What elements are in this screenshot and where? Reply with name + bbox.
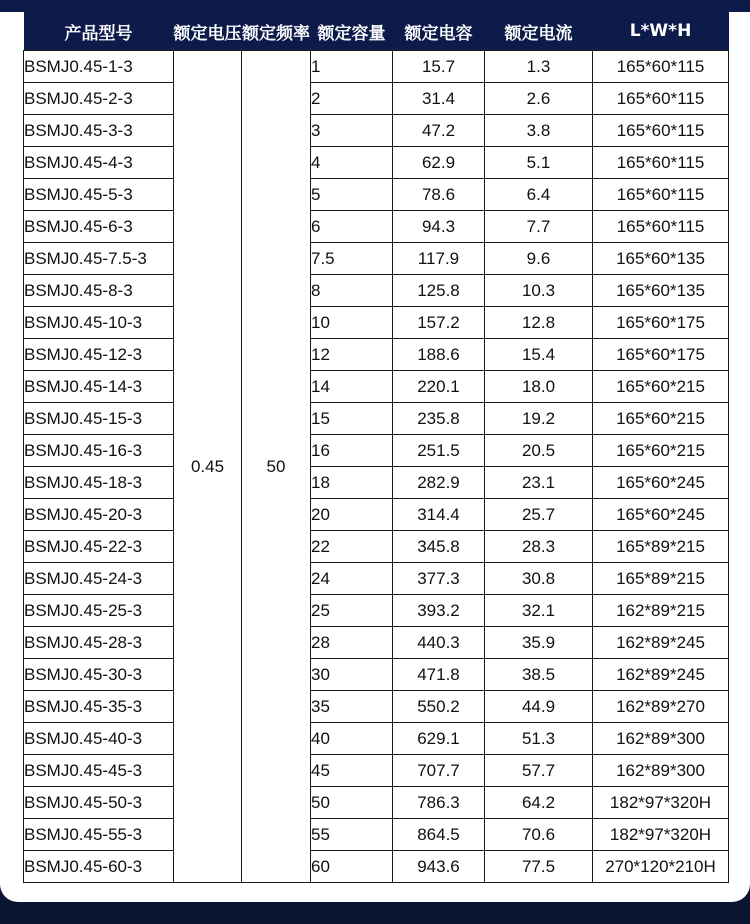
dimension-cell: 165*60*115	[593, 179, 729, 211]
capacity-cell: 28	[311, 627, 393, 659]
table-row	[24, 211, 729, 243]
capacitance-cell: 786.3	[393, 787, 485, 819]
model-cell: BSMJ0.45-40-3	[24, 723, 174, 755]
current-cell: 30.8	[485, 563, 593, 595]
capacity-cell: 45	[311, 755, 393, 787]
table-row	[24, 755, 729, 787]
capacity-cell: 6	[311, 211, 393, 243]
current-cell: 51.3	[485, 723, 593, 755]
capacitance-cell: 943.6	[393, 851, 485, 883]
capacitance-cell: 31.4	[393, 83, 485, 115]
voltage-cell: 0.45	[174, 51, 242, 883]
table-row	[24, 595, 729, 627]
capacitance-cell: 117.9	[393, 243, 485, 275]
dimension-cell: 165*60*135	[593, 243, 729, 275]
current-cell: 77.5	[485, 851, 593, 883]
current-cell: 23.1	[485, 467, 593, 499]
table-row	[24, 115, 729, 147]
capacity-cell: 1	[311, 51, 393, 83]
table-row	[24, 499, 729, 531]
dimension-cell: 165*60*115	[593, 211, 729, 243]
capacity-cell: 10	[311, 307, 393, 339]
capacitance-cell: 282.9	[393, 467, 485, 499]
dimension-cell: 165*60*215	[593, 403, 729, 435]
dimension-cell: 162*89*270	[593, 691, 729, 723]
dimension-cell: 165*60*245	[593, 499, 729, 531]
capacitance-cell: 314.4	[393, 499, 485, 531]
table-row	[24, 787, 729, 819]
capacity-cell: 8	[311, 275, 393, 307]
capacity-cell: 25	[311, 595, 393, 627]
table-row	[24, 819, 729, 851]
model-cell: BSMJ0.45-3-3	[24, 115, 174, 147]
model-cell: BSMJ0.45-8-3	[24, 275, 174, 307]
dimension-cell: 162*89*245	[593, 627, 729, 659]
capacitance-cell: 188.6	[393, 339, 485, 371]
current-cell: 57.7	[485, 755, 593, 787]
capacitance-cell: 550.2	[393, 691, 485, 723]
table-row	[24, 275, 729, 307]
current-cell: 20.5	[485, 435, 593, 467]
model-cell: BSMJ0.45-35-3	[24, 691, 174, 723]
capacity-cell: 60	[311, 851, 393, 883]
header-model: 产品型号	[24, 12, 174, 51]
table-row	[24, 339, 729, 371]
model-cell: BSMJ0.45-45-3	[24, 755, 174, 787]
dimension-cell: 162*89*300	[593, 755, 729, 787]
capacity-cell: 14	[311, 371, 393, 403]
header-capacitance: 额定电容	[393, 12, 485, 51]
dimension-cell: 165*60*115	[593, 147, 729, 179]
current-cell: 35.9	[485, 627, 593, 659]
capacity-cell: 7.5	[311, 243, 393, 275]
table-row	[24, 435, 729, 467]
capacity-cell: 3	[311, 115, 393, 147]
frequency-cell: 50	[242, 51, 311, 883]
dimension-cell: 165*60*115	[593, 83, 729, 115]
model-cell: BSMJ0.45-24-3	[24, 563, 174, 595]
dimension-cell: 270*120*210H	[593, 851, 729, 883]
model-cell: BSMJ0.45-12-3	[24, 339, 174, 371]
table-row	[24, 851, 729, 883]
capacity-cell: 50	[311, 787, 393, 819]
capacitance-cell: 864.5	[393, 819, 485, 851]
table-row	[24, 627, 729, 659]
capacity-cell: 2	[311, 83, 393, 115]
dimension-cell: 162*89*300	[593, 723, 729, 755]
dimension-cell: 162*89*245	[593, 659, 729, 691]
model-cell: BSMJ0.45-18-3	[24, 467, 174, 499]
dimension-cell: 165*89*215	[593, 563, 729, 595]
dimension-cell: 182*97*320H	[593, 787, 729, 819]
model-cell: BSMJ0.45-25-3	[24, 595, 174, 627]
table-row	[24, 723, 729, 755]
model-cell: BSMJ0.45-50-3	[24, 787, 174, 819]
capacitance-cell: 707.7	[393, 755, 485, 787]
table-row	[24, 371, 729, 403]
header-lwh: L*W*H	[593, 12, 729, 51]
current-cell: 3.8	[485, 115, 593, 147]
capacitance-cell: 157.2	[393, 307, 485, 339]
table-row	[24, 691, 729, 723]
model-cell: BSMJ0.45-60-3	[24, 851, 174, 883]
capacitance-cell: 94.3	[393, 211, 485, 243]
current-cell: 18.0	[485, 371, 593, 403]
table-row	[24, 179, 729, 211]
capacitance-cell: 47.2	[393, 115, 485, 147]
current-cell: 1.3	[485, 51, 593, 83]
header-voltage: 额定电压	[174, 12, 242, 51]
current-cell: 9.6	[485, 243, 593, 275]
current-cell: 10.3	[485, 275, 593, 307]
table-row	[24, 147, 729, 179]
current-cell: 70.6	[485, 819, 593, 851]
table-row	[24, 307, 729, 339]
current-cell: 7.7	[485, 211, 593, 243]
dimension-cell: 165*60*215	[593, 435, 729, 467]
current-cell: 2.6	[485, 83, 593, 115]
capacitance-cell: 471.8	[393, 659, 485, 691]
model-cell: BSMJ0.45-14-3	[24, 371, 174, 403]
model-cell: BSMJ0.45-55-3	[24, 819, 174, 851]
model-cell: BSMJ0.45-16-3	[24, 435, 174, 467]
current-cell: 5.1	[485, 147, 593, 179]
current-cell: 32.1	[485, 595, 593, 627]
model-cell: BSMJ0.45-22-3	[24, 531, 174, 563]
dimension-cell: 165*60*115	[593, 51, 729, 83]
model-cell: BSMJ0.45-30-3	[24, 659, 174, 691]
current-cell: 19.2	[485, 403, 593, 435]
dimension-cell: 165*89*215	[593, 531, 729, 563]
capacity-cell: 18	[311, 467, 393, 499]
model-cell: BSMJ0.45-20-3	[24, 499, 174, 531]
table-row	[24, 531, 729, 563]
capacitance-cell: 629.1	[393, 723, 485, 755]
capacity-cell: 30	[311, 659, 393, 691]
model-cell: BSMJ0.45-7.5-3	[24, 243, 174, 275]
table-header-row	[24, 12, 729, 51]
capacity-cell: 24	[311, 563, 393, 595]
capacity-cell: 22	[311, 531, 393, 563]
current-cell: 38.5	[485, 659, 593, 691]
capacitance-cell: 15.7	[393, 51, 485, 83]
table-row	[24, 243, 729, 275]
current-cell: 64.2	[485, 787, 593, 819]
model-cell: BSMJ0.45-1-3	[24, 51, 174, 83]
current-cell: 12.8	[485, 307, 593, 339]
capacitance-cell: 78.6	[393, 179, 485, 211]
current-cell: 6.4	[485, 179, 593, 211]
spec-table	[23, 12, 729, 883]
table-row	[24, 467, 729, 499]
capacitance-cell: 220.1	[393, 371, 485, 403]
capacity-cell: 5	[311, 179, 393, 211]
dimension-cell: 182*97*320H	[593, 819, 729, 851]
dimension-cell: 162*89*215	[593, 595, 729, 627]
capacitance-cell: 393.2	[393, 595, 485, 627]
table-row	[24, 83, 729, 115]
header-band	[0, 0, 750, 12]
capacitance-cell: 251.5	[393, 435, 485, 467]
capacitance-cell: 125.8	[393, 275, 485, 307]
table-row	[24, 659, 729, 691]
capacity-cell: 4	[311, 147, 393, 179]
header-frequency: 额定频率	[242, 12, 311, 51]
dimension-cell: 165*60*115	[593, 115, 729, 147]
capacity-cell: 35	[311, 691, 393, 723]
capacity-cell: 15	[311, 403, 393, 435]
dimension-cell: 165*60*175	[593, 307, 729, 339]
table-body	[24, 51, 729, 883]
model-cell: BSMJ0.45-6-3	[24, 211, 174, 243]
model-cell: BSMJ0.45-2-3	[24, 83, 174, 115]
table-row	[24, 403, 729, 435]
dimension-cell: 165*60*215	[593, 371, 729, 403]
capacitance-cell: 345.8	[393, 531, 485, 563]
header-capacity: 额定容量	[311, 12, 393, 51]
table-row	[24, 563, 729, 595]
capacity-cell: 20	[311, 499, 393, 531]
capacity-cell: 12	[311, 339, 393, 371]
capacity-cell: 16	[311, 435, 393, 467]
capacity-cell: 55	[311, 819, 393, 851]
capacitance-cell: 440.3	[393, 627, 485, 659]
capacitance-cell: 235.8	[393, 403, 485, 435]
model-cell: BSMJ0.45-15-3	[24, 403, 174, 435]
current-cell: 15.4	[485, 339, 593, 371]
model-cell: BSMJ0.45-5-3	[24, 179, 174, 211]
model-cell: BSMJ0.45-4-3	[24, 147, 174, 179]
table-row	[24, 51, 729, 83]
dimension-cell: 165*60*175	[593, 339, 729, 371]
model-cell: BSMJ0.45-28-3	[24, 627, 174, 659]
capacitance-cell: 377.3	[393, 563, 485, 595]
capacity-cell: 40	[311, 723, 393, 755]
dimension-cell: 165*60*135	[593, 275, 729, 307]
current-cell: 28.3	[485, 531, 593, 563]
model-cell: BSMJ0.45-10-3	[24, 307, 174, 339]
dimension-cell: 165*60*245	[593, 467, 729, 499]
current-cell: 25.7	[485, 499, 593, 531]
capacitance-cell: 62.9	[393, 147, 485, 179]
header-current: 额定电流	[485, 12, 593, 51]
current-cell: 44.9	[485, 691, 593, 723]
